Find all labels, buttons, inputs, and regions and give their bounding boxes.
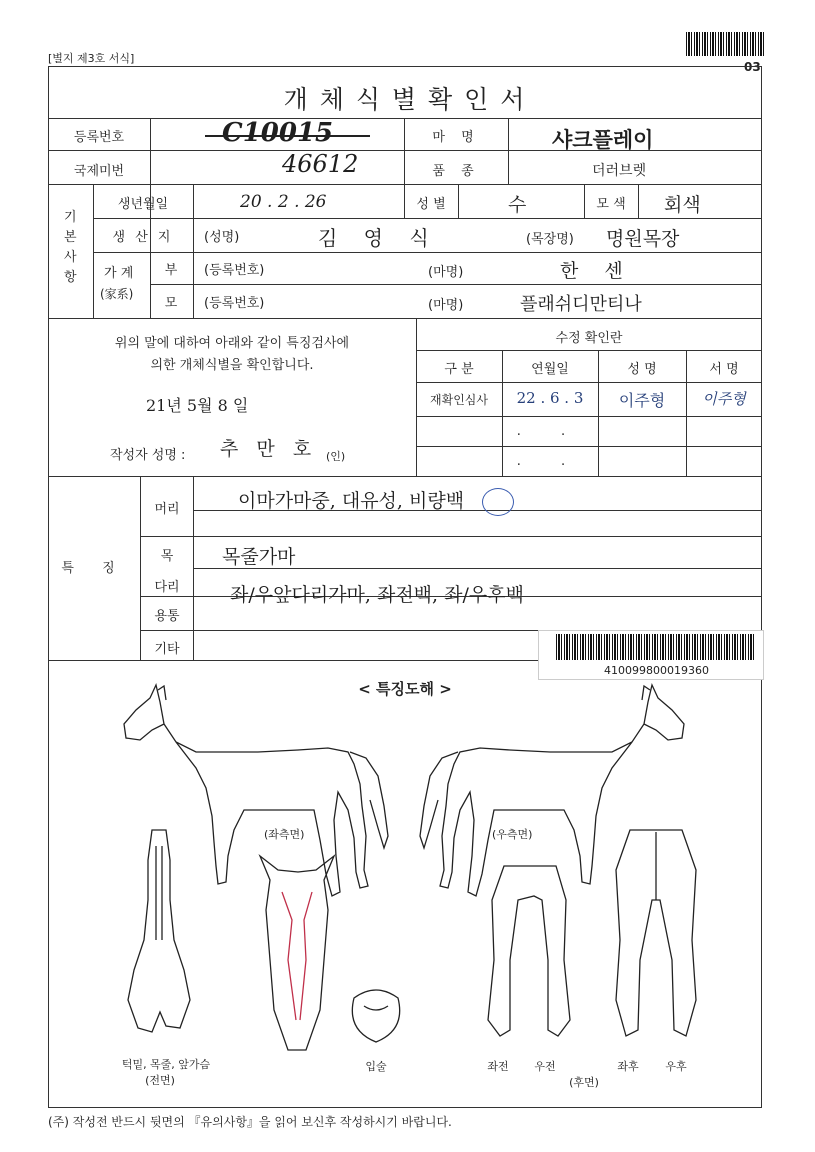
- ranch-label: (목장명): [526, 232, 574, 247]
- coat-color-label: 모 색: [596, 197, 626, 212]
- family-sub-label: (家系): [100, 287, 134, 301]
- features-section-label: 특 징: [61, 561, 127, 576]
- feature-head-circle: [482, 488, 514, 516]
- horse-diagrams: [48, 660, 762, 1108]
- confirm-text-line2: 의한 개체식별을 확인합니다.: [150, 358, 314, 373]
- rear-right-caption: 우후: [665, 1060, 687, 1073]
- sire-label: 부: [164, 263, 178, 278]
- basic-section-label-2: 본: [64, 230, 77, 245]
- horse-front-neck-view: [128, 830, 190, 1032]
- horse-left-side-view: [124, 685, 388, 896]
- revision-row1-name: 이주형: [618, 391, 666, 410]
- feature-head-label: 머리: [154, 502, 180, 517]
- sire-reg-label: (등록번호): [204, 263, 265, 278]
- coat-color-value: 회색: [664, 194, 701, 216]
- page-number: 03: [744, 60, 761, 74]
- owner-name-value: 김 영 식: [318, 226, 439, 250]
- family-label: 가 계: [104, 266, 134, 281]
- revision-row1-category: 재확인심사: [430, 393, 488, 407]
- diagram-title: < 특징도해 >: [358, 680, 452, 698]
- revision-header-date: 연월일: [531, 362, 569, 377]
- rear-left-caption: 좌후: [617, 1060, 639, 1073]
- feature-other-label: 기타: [154, 642, 180, 657]
- birth-label: 생년월일: [117, 197, 169, 212]
- revision-row1-date: 22 . 6 . 3: [516, 389, 584, 407]
- intl-no-value: 46612: [282, 150, 359, 178]
- muzzle-caption: 입술: [365, 1060, 387, 1073]
- left-side-caption: (좌측면): [264, 828, 305, 841]
- horse-rear-legs-view: [616, 830, 696, 1036]
- horse-name-value: 샤크플레이: [552, 127, 654, 152]
- barcode-bars: [556, 634, 756, 660]
- feature-body-label: 용통: [154, 609, 180, 624]
- sex-value: 수: [508, 194, 527, 216]
- form-number: [별지 제3호 서식]: [48, 52, 135, 65]
- front-view-sub-caption: (전면): [145, 1074, 175, 1087]
- revision-header-name: 성 명: [627, 362, 657, 377]
- sex-label: 성 별: [416, 197, 446, 212]
- horse-right-side-view: [420, 685, 684, 896]
- intl-no-label: 국제미번: [73, 164, 125, 179]
- birth-value: 20 . 2 . 26: [240, 192, 327, 212]
- barcode-number: 410099800019360: [604, 664, 709, 677]
- reg-no-label: 등록번호: [73, 130, 125, 145]
- feature-neck-value: 목줄가마: [222, 546, 296, 568]
- sire-name-value: 한 센: [560, 260, 633, 282]
- dam-label: 모: [164, 296, 178, 311]
- author-label: 작성자 성명 :: [110, 448, 186, 463]
- confirm-text-line1: 위의 말에 대하여 아래와 같이 특징검사에: [114, 336, 350, 351]
- horse-front-legs-view: [488, 866, 570, 1036]
- origin-label: 생 산 지: [112, 230, 174, 245]
- front-right-caption: 우전: [534, 1060, 556, 1073]
- feature-leg-label: 다리: [154, 580, 180, 595]
- horse-head-front-view: [260, 856, 334, 1050]
- right-side-caption: (우측면): [492, 828, 533, 841]
- reg-no-strikethrough: [205, 135, 370, 137]
- author-seal: (인): [326, 450, 346, 463]
- revision-title: 수정 확인란: [555, 331, 623, 346]
- reg-no-value: C10015: [222, 118, 334, 148]
- revision-row3-date: . .: [516, 454, 584, 469]
- revision-row2-date: . .: [516, 424, 584, 439]
- revision-header-signature: 서 명: [709, 362, 739, 377]
- front-view-caption: 턱밑, 목줄, 앞가슴: [121, 1058, 211, 1071]
- dam-name-value: 플래쉬디만티나: [520, 294, 642, 315]
- horse-name-label: 마 명: [432, 130, 480, 145]
- feature-neck-label: 목: [160, 549, 174, 564]
- dam-reg-label: (등록번호): [204, 296, 265, 311]
- breed-value: 더러브렛: [592, 163, 647, 179]
- horse-muzzle-view: [352, 990, 399, 1042]
- revision-row1-signature: 이주형: [702, 390, 746, 408]
- feature-head-value: 이마가마중, 대유성, 비량백: [238, 490, 465, 512]
- feature-leg-value: 좌/우앞다리가마, 좌전백, 좌/우후백: [230, 584, 524, 606]
- front-left-caption: 좌전: [487, 1060, 509, 1073]
- basic-section-label-4: 항: [64, 270, 77, 285]
- owner-name-label: (성명): [204, 230, 240, 245]
- sire-name-label: (마명): [428, 265, 464, 280]
- dam-name-label: (마명): [428, 298, 464, 313]
- ranch-value: 명원목장: [606, 228, 680, 250]
- top-barcode: [686, 32, 764, 56]
- basic-section-label-1: 기: [64, 210, 77, 225]
- page-title: 개 체 식 별 확 인 서: [283, 85, 527, 114]
- revision-header-category: 구 분: [444, 362, 474, 377]
- rear-view-caption: (후면): [569, 1076, 599, 1089]
- author-value: 추 만 호: [220, 438, 318, 460]
- basic-section-label-3: 사: [64, 250, 77, 265]
- confirm-date: 21년 5월 8 일: [146, 396, 249, 415]
- footer-note: (주) 작성전 반드시 뒷면의 『유의사항』을 읽어 보신후 작성하시기 바랍니다.: [48, 1115, 452, 1129]
- breed-label: 품 종: [432, 164, 480, 179]
